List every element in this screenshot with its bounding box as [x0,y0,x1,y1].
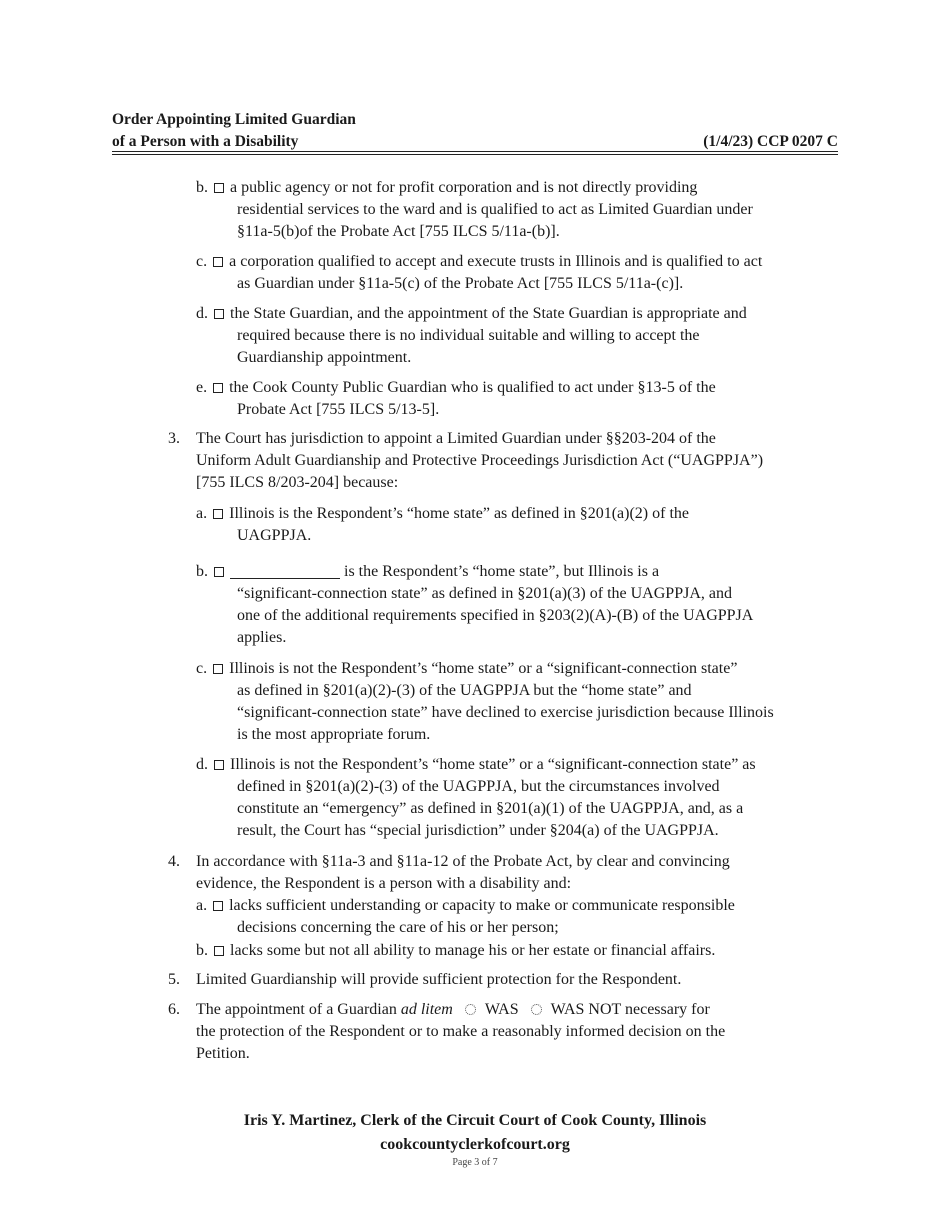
option-3a-line1 [196,503,689,525]
checkbox-2d[interactable] [214,309,224,319]
option-3b-line1 [196,561,659,583]
option-text: lacks some but not all ability to manage his or her estate or financial affairs. [230,942,716,959]
option-2d-line2: required because there is no individual suitable and willing to accept the [237,327,700,344]
option-3b-line3: one of the additional requirements specified in §203(2)(A)-(B) of the UAGPPJA [237,607,754,624]
item-3-line2: Uniform Adult Guardianship and Protective Proceedings Jurisdiction Act (“UAGPPJA”) [196,452,764,469]
item-6-prefix: The appointment of a Guardian [196,1001,397,1018]
radio-was-not-label: WAS NOT [550,1001,621,1018]
item-4-line2: evidence, the Respondent is a person with a disability and: [196,875,572,892]
option-marker: d. [196,305,208,322]
option-text: Illinois is not the Respondent’s “home state” or a “significant-connection state” as [230,756,756,773]
checkbox-2e[interactable] [213,383,223,393]
item-4-line1: In accordance with §11a-3 and §11a-12 of the Probate Act, by clear and convincing [196,853,730,870]
footer-page-number: Page 3 of 7 [452,1157,498,1168]
option-text: a corporation qualified to accept and execute trusts in Illinois and is qualified to act [229,253,763,270]
item-5-number: 5. [168,971,180,988]
option-4b-line1 [196,940,715,962]
option-marker: a. [196,505,208,522]
option-2b-line2: residential services to the ward and is qualified to act as Limited Guardian under [237,201,753,218]
checkbox-3a[interactable] [213,509,223,519]
checkbox-3d[interactable] [214,760,224,770]
option-marker: e. [196,379,208,396]
header-rule-thin [112,154,838,155]
option-2d-line3: Guardianship appointment. [237,349,412,366]
option-3d-line1 [196,754,756,776]
header-rule [112,151,838,152]
checkbox-2c[interactable] [213,257,223,267]
option-marker: c. [196,660,208,677]
option-text: Illinois is the Respondent’s “home state” as defined in §201(a)(2) of the [229,505,689,522]
option-2d-line1 [196,303,747,325]
item-3-number: 3. [168,430,180,447]
option-2c-line1 [196,251,762,273]
form-title [112,109,356,153]
option-marker: b. [196,179,208,196]
option-text: a public agency or not for profit corporation and is not directly providing [230,179,698,196]
option-3d-line4: result, the Court has “special jurisdiction” under §204(a) of the UAGPPJA. [237,822,719,839]
footer-clerk: Iris Y. Martinez, Clerk of the Circuit Court of Cook County, Illinois [243,1112,707,1129]
item-3-line1: The Court has jurisdiction to appoint a Limited Guardian under §§203-204 of the [196,430,716,447]
option-marker: a. [196,897,208,914]
option-2b-line1 [196,177,697,199]
option-text: is the Respondent’s “home state”, but Illinois is a [344,563,660,580]
home-state-blank-field[interactable] [230,564,340,579]
item-6-suffix: necessary for [624,1001,710,1018]
option-3c-line1 [196,658,737,680]
option-4a-line2: decisions concerning the care of his or her person; [237,919,559,936]
option-3b-line4: applies. [237,629,287,646]
item-6-number: 6. [168,1001,180,1018]
item-6-italic: ad litem [400,1001,453,1018]
footer-website: cookcountyclerkofcourt.org [380,1136,570,1153]
option-marker: b. [196,942,208,959]
radio-was-not[interactable] [531,1004,542,1015]
form-code: (1/4/23) CCP 0207 C [703,133,838,150]
option-marker: c. [196,253,208,270]
radio-was[interactable] [465,1004,476,1015]
option-3c-line3: “significant-connection state” have declined to exercise jurisdiction because Illinois [237,704,774,721]
item-6-line1 [196,999,710,1021]
checkbox-4a[interactable] [213,901,223,911]
item-6-line2: the protection of the Respondent or to make a reasonably informed decision on the [196,1023,726,1040]
checkbox-3c[interactable] [213,664,223,674]
option-3b-line2: “significant-connection state” as defined in §201(a)(3) of the UAGPPJA, and [237,585,732,602]
item-4-number: 4. [168,853,180,870]
option-3d-line2: defined in §201(a)(2)-(3) of the UAGPPJA, but the circumstances involved [237,778,720,795]
option-2e-line1 [196,377,716,399]
option-4a-line1 [196,895,735,917]
checkbox-4b[interactable] [214,946,224,956]
option-2e-line2: Probate Act [755 ILCS 5/13-5]. [237,401,440,418]
item-6-line3: Petition. [196,1045,250,1062]
option-marker: b. [196,563,208,580]
option-2c-line2: as Guardian under §11a-5(c) of the Probate Act [755 ILCS 5/11a-(c)]. [237,275,684,292]
form-title-line2: of a Person with a Disability [112,133,299,150]
option-text: lacks sufficient understanding or capacity to make or communicate responsible [229,897,735,914]
option-3a-line2: UAGPPJA. [237,527,312,544]
checkbox-2b[interactable] [214,183,224,193]
option-marker: d. [196,756,208,773]
checkbox-3b[interactable] [214,567,224,577]
option-text: Illinois is not the Respondent’s “home state” or a “significant-connection state” [229,660,738,677]
item-3-line3: [755 ILCS 8/203-204] because: [196,474,399,491]
radio-was-label: WAS [484,1001,519,1018]
option-3c-line2: as defined in §201(a)(2)-(3) of the UAGPPJA but the “home state” and [237,682,692,699]
option-text: the State Guardian, and the appointment of the State Guardian is appropriate and [230,305,747,322]
option-3d-line3: constitute an “emergency” as defined in §201(a)(1) of the UAGPPJA, and, as a [237,800,744,817]
form-title-line1: Order Appointing Limited Guardian [112,111,356,128]
option-3c-line4: is the most appropriate forum. [237,726,431,743]
option-text: the Cook County Public Guardian who is qualified to act under §13-5 of the [229,379,716,396]
item-5-text: Limited Guardianship will provide sufficient protection for the Respondent. [196,971,682,988]
option-2b-line3: §11a-5(b)of the Probate Act [755 ILCS 5/11a-(b)]. [237,223,560,240]
